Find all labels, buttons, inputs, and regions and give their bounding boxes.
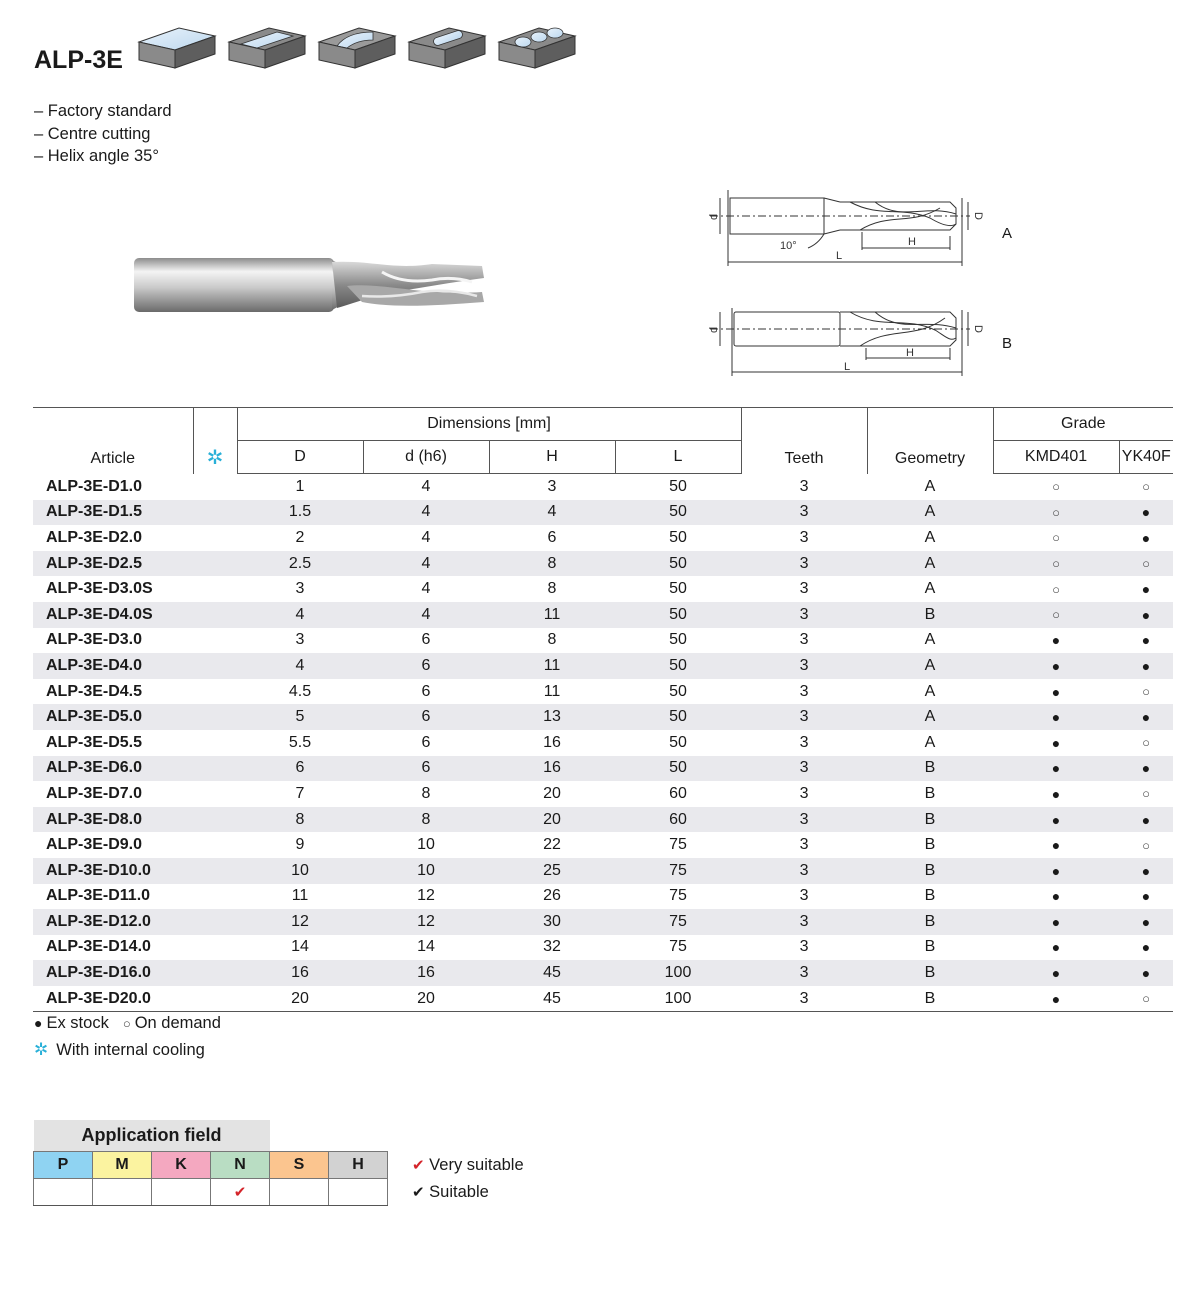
cooling-cell <box>193 986 237 1012</box>
article-cell: ALP-3E-D4.5 <box>46 682 143 700</box>
kmd401-cell: ● <box>993 807 1119 833</box>
L-cell: 50 <box>615 704 741 730</box>
cooling-cell <box>193 756 237 782</box>
teeth-cell: 3 <box>799 477 809 495</box>
geometry-cell: A <box>867 653 993 679</box>
yk40f-cell: ● <box>1141 581 1151 598</box>
h-header: H <box>489 441 615 474</box>
article-cell: ALP-3E-D9.0 <box>46 836 143 854</box>
dim-H-label: H <box>906 347 914 359</box>
cooling-cell <box>193 832 237 858</box>
d-cell: 14 <box>417 938 435 956</box>
geometry-cell: B <box>924 938 936 956</box>
cooling-cell <box>193 730 237 756</box>
yk40f-cell: ● <box>1119 858 1173 884</box>
dim-D-label: D <box>972 325 984 333</box>
article-cell: ALP-3E-D14.0 <box>46 938 151 956</box>
geometry-a-label: A <box>1002 225 1013 242</box>
article-cell: ALP-3E-D11.0 <box>46 887 151 905</box>
D-cell: 7 <box>295 784 305 802</box>
L-cell: 50 <box>669 631 687 649</box>
D-cell: 5.5 <box>288 733 312 751</box>
geometry-cell: A <box>867 500 993 526</box>
article-cell: ALP-3E-D12.0 <box>33 909 193 935</box>
very-suitable-label: Very suitable <box>429 1156 524 1174</box>
cooling-cell <box>193 807 237 833</box>
d-cell: 6 <box>421 631 431 649</box>
L-cell: 50 <box>615 602 741 628</box>
geometry-cell: B <box>867 858 993 884</box>
yk40f-cell: ● <box>1119 807 1173 833</box>
teeth-cell: 3 <box>799 528 809 546</box>
H-cell: 11 <box>543 682 561 700</box>
table-row <box>33 884 1173 910</box>
yk40f-cell: ○ <box>1142 479 1150 495</box>
table-row <box>33 781 1173 807</box>
d-cell: 4 <box>421 528 431 546</box>
L-cell: 50 <box>669 580 687 598</box>
yk40f-cell: ● <box>1119 909 1173 935</box>
feature-item: – Helix angle 35° <box>34 147 159 165</box>
teeth-cell: 3 <box>741 858 867 884</box>
geometry-cell: B <box>924 784 936 802</box>
teeth-cell: 3 <box>741 704 867 730</box>
table-row <box>33 576 1173 602</box>
shank-d-header: d (h6) <box>363 441 489 474</box>
face-milling-icon <box>139 28 215 68</box>
H-cell: 8 <box>489 551 615 577</box>
cooling-cell <box>193 679 237 705</box>
suitable-legend <box>412 1183 489 1202</box>
teeth-cell: 3 <box>799 631 809 649</box>
d-cell: 6 <box>363 756 489 782</box>
D-cell: 4 <box>237 653 363 679</box>
material-k: K <box>152 1152 211 1179</box>
application-field-table <box>33 1120 388 1206</box>
H-cell: 20 <box>489 807 615 833</box>
d-cell: 10 <box>417 836 435 854</box>
suitable-label: Suitable <box>429 1183 489 1201</box>
machining-operations-icons <box>137 12 577 72</box>
dim-H-label: H <box>908 236 916 248</box>
H-cell: 22 <box>543 836 561 854</box>
kmd401-cell: ○ <box>1052 530 1060 546</box>
teeth-cell: 3 <box>799 682 809 700</box>
d-cell: 4 <box>363 500 489 526</box>
teeth-cell: 3 <box>799 938 809 956</box>
L-cell: 50 <box>669 528 687 546</box>
kmd401-cell: ● <box>1051 785 1061 802</box>
cooling-label: With internal cooling <box>56 1041 205 1059</box>
article-cell: ALP-3E-D8.0 <box>33 807 193 833</box>
material-p: P <box>34 1152 93 1179</box>
H-cell: 11 <box>489 653 615 679</box>
D-cell: 11 <box>291 887 309 905</box>
dim-L-label: L <box>836 250 843 262</box>
D-cell: 3 <box>295 631 305 649</box>
teeth-cell: 3 <box>799 733 809 751</box>
kmd401-cell: ● <box>1051 939 1061 956</box>
D-cell: 4 <box>237 602 363 628</box>
article-cell: ALP-3E-D16.0 <box>33 960 193 986</box>
article-cell: ALP-3E-D2.0 <box>46 528 143 546</box>
yk40f-header: YK40F <box>1119 441 1173 474</box>
L-cell: 50 <box>669 682 687 700</box>
specification-table <box>33 407 1173 1012</box>
yk40f-cell: ○ <box>1142 735 1150 751</box>
d-cell: 4 <box>363 602 489 628</box>
geometry-b-drawing <box>700 300 984 380</box>
d-cell: 6 <box>363 704 489 730</box>
geometry-cell: A <box>924 528 936 546</box>
cooling-cell <box>193 935 237 961</box>
filled-dot-icon: ● <box>34 1015 43 1031</box>
teeth-cell: 3 <box>799 836 809 854</box>
teeth-cell: 3 <box>799 580 809 598</box>
L-cell: 50 <box>669 477 687 495</box>
d-cell: 16 <box>363 960 489 986</box>
d-cell: 6 <box>363 653 489 679</box>
angle-label: 10° <box>780 240 797 252</box>
article-cell: ALP-3E-D3.0S <box>46 580 153 598</box>
d-cell: 10 <box>363 858 489 884</box>
article-cell: ALP-3E-D5.0 <box>33 704 193 730</box>
article-cell: ALP-3E-D20.0 <box>33 986 193 1012</box>
geometry-cell: B <box>867 909 993 935</box>
d-cell: 8 <box>363 807 489 833</box>
table-row <box>33 704 1173 730</box>
D-cell: 3 <box>295 580 305 598</box>
material-h-suitability <box>329 1179 388 1206</box>
table-row <box>33 500 1173 526</box>
kmd401-cell: ● <box>1051 888 1061 905</box>
geometry-cell: B <box>924 836 936 854</box>
kmd401-cell: ● <box>993 986 1119 1012</box>
geometry-cell: A <box>924 477 936 495</box>
L-cell: 50 <box>615 551 741 577</box>
teeth-cell: 3 <box>799 887 809 905</box>
geometry-cell: B <box>867 986 993 1012</box>
cooling-legend <box>34 1040 209 1060</box>
yk40f-cell: ○ <box>1142 837 1150 853</box>
L-cell: 50 <box>669 733 687 751</box>
H-cell: 13 <box>489 704 615 730</box>
yk40f-cell: ● <box>1119 602 1173 628</box>
geometry-cell: A <box>867 704 993 730</box>
cooling-cell <box>193 525 237 551</box>
yk40f-cell: ● <box>1119 704 1173 730</box>
article-cell: ALP-3E-D7.0 <box>46 784 143 802</box>
L-cell: 100 <box>615 986 741 1012</box>
application-field-title: Application field <box>34 1120 270 1152</box>
d-cell: 20 <box>363 986 489 1012</box>
yk40f-cell: ○ <box>1119 551 1173 577</box>
D-cell: 12 <box>237 909 363 935</box>
yk40f-cell: ● <box>1141 888 1151 905</box>
black-check-icon: ✔ <box>412 1184 425 1201</box>
H-cell: 32 <box>543 938 561 956</box>
d-cell: 6 <box>421 733 431 751</box>
table-row <box>33 807 1173 833</box>
teeth-cell: 3 <box>741 960 867 986</box>
material-n-suitability: ✔ <box>211 1179 270 1206</box>
table-row <box>33 858 1173 884</box>
kmd401-cell: ○ <box>1052 479 1060 495</box>
article-cell: ALP-3E-D1.5 <box>33 500 193 526</box>
kmd401-cell: ○ <box>993 551 1119 577</box>
d-cell: 4 <box>421 580 431 598</box>
kmd401-cell: ● <box>993 653 1119 679</box>
L-cell: 60 <box>669 784 687 802</box>
material-s: S <box>270 1152 329 1179</box>
pocket-milling-icon <box>409 28 485 68</box>
D-cell: 16 <box>237 960 363 986</box>
open-circle-icon: ○ <box>122 1016 131 1031</box>
teeth-cell: 3 <box>741 602 867 628</box>
D-cell: 20 <box>237 986 363 1012</box>
cooling-cell <box>193 551 237 577</box>
table-row <box>33 960 1173 986</box>
on-demand-label: On demand <box>134 1014 221 1032</box>
L-cell: 50 <box>615 756 741 782</box>
article-cell: ALP-3E-D3.0 <box>46 631 143 649</box>
article-cell: ALP-3E-D4.0S <box>33 602 193 628</box>
D-cell: 9 <box>295 836 305 854</box>
yk40f-cell: ● <box>1119 960 1173 986</box>
H-cell: 16 <box>489 756 615 782</box>
L-cell: 75 <box>615 858 741 884</box>
dim-L-label: L <box>844 361 851 373</box>
cooling-cell <box>193 653 237 679</box>
stock-legend <box>34 1014 225 1033</box>
geometry-b-label: B <box>1002 335 1013 352</box>
kmd401-cell: ● <box>993 704 1119 730</box>
cooling-cell <box>193 602 237 628</box>
cooling-cell <box>193 781 237 807</box>
D-cell: 2 <box>295 528 305 546</box>
L-cell: 75 <box>669 836 687 854</box>
D-cell: 1.5 <box>237 500 363 526</box>
teeth-cell: 3 <box>741 500 867 526</box>
article-cell: ALP-3E-D4.0 <box>33 653 193 679</box>
material-h: H <box>329 1152 388 1179</box>
cooling-cell <box>193 960 237 986</box>
kmd401-cell: ● <box>1051 632 1061 649</box>
teeth-cell: 3 <box>741 986 867 1012</box>
L-cell: 75 <box>615 909 741 935</box>
H-cell: 25 <box>489 858 615 884</box>
geometry-cell: A <box>924 682 936 700</box>
teeth-cell: 3 <box>741 653 867 679</box>
dim-d-label: d <box>708 213 720 220</box>
table-row <box>33 474 1173 500</box>
table-row <box>33 756 1173 782</box>
teeth-cell: 3 <box>741 909 867 935</box>
kmd401-cell: ● <box>993 858 1119 884</box>
D-cell: 1 <box>295 477 305 495</box>
d-cell: 8 <box>421 784 431 802</box>
H-cell: 45 <box>489 986 615 1012</box>
table-row <box>33 832 1173 858</box>
geometry-cell: A <box>924 580 936 598</box>
geometry-a-drawing <box>700 188 984 268</box>
snowflake-icon: ✲ <box>34 1040 49 1059</box>
d-cell: 12 <box>363 909 489 935</box>
cooling-header <box>193 408 237 474</box>
table-row <box>33 679 1173 705</box>
d-cell: 4 <box>363 551 489 577</box>
D-cell: 6 <box>237 756 363 782</box>
D-cell: 4.5 <box>288 682 312 700</box>
kmd401-cell: ○ <box>1052 581 1060 597</box>
yk40f-cell: ● <box>1141 529 1151 546</box>
very-suitable-legend <box>412 1156 524 1175</box>
dim-d-label: d <box>708 326 720 333</box>
kmd401-cell: ○ <box>993 500 1119 526</box>
yk40f-cell: ● <box>1119 500 1173 526</box>
D-cell: 5 <box>237 704 363 730</box>
article-cell: ALP-3E-D10.0 <box>33 858 193 884</box>
dim-D-label: D <box>972 212 984 220</box>
cooling-cell <box>193 500 237 526</box>
shoulder-milling-icon <box>229 28 305 68</box>
article-header: Article <box>33 408 193 474</box>
end-mill-photo <box>132 252 487 316</box>
geometry-cell: A <box>924 631 936 649</box>
L-cell: 75 <box>669 938 687 956</box>
H-cell: 4 <box>489 500 615 526</box>
L-cell: 60 <box>615 807 741 833</box>
table-row <box>33 730 1173 756</box>
kmd401-cell: ● <box>993 909 1119 935</box>
yk40f-cell: ○ <box>1142 684 1150 700</box>
H-cell: 20 <box>543 784 561 802</box>
geometry-header: Geometry <box>867 408 993 474</box>
dimensions-header: Dimensions [mm] <box>237 408 741 441</box>
table-row <box>33 935 1173 961</box>
material-s-suitability <box>270 1179 329 1206</box>
geometry-cell: B <box>924 887 936 905</box>
cooling-cell <box>193 474 237 500</box>
geometry-cell: A <box>867 551 993 577</box>
teeth-cell: 3 <box>741 551 867 577</box>
L-cell: 50 <box>615 653 741 679</box>
teeth-header: Teeth <box>741 408 867 474</box>
H-cell: 26 <box>543 887 561 905</box>
material-n: N <box>211 1152 270 1179</box>
H-cell: 8 <box>547 631 557 649</box>
yk40f-cell: ● <box>1119 756 1173 782</box>
d-header: D <box>237 441 363 474</box>
kmd401-cell: ● <box>1051 734 1061 751</box>
product-title: ALP-3E <box>34 46 123 74</box>
geometry-cell: B <box>867 756 993 782</box>
ex-stock-label: Ex stock <box>46 1014 109 1032</box>
article-cell: ALP-3E-D5.5 <box>46 733 143 751</box>
H-cell: 6 <box>547 528 557 546</box>
l-header: L <box>615 441 741 474</box>
D-cell: 8 <box>237 807 363 833</box>
kmd401-cell: ● <box>993 960 1119 986</box>
geometry-cell: B <box>867 960 993 986</box>
d-cell: 6 <box>421 682 431 700</box>
feature-list <box>34 100 172 168</box>
kmd401-header: KMD401 <box>993 441 1119 474</box>
teeth-cell: 3 <box>799 784 809 802</box>
L-cell: 50 <box>615 500 741 526</box>
feature-item: – Centre cutting <box>34 124 151 143</box>
kmd401-cell: ● <box>1051 837 1061 854</box>
H-cell: 11 <box>489 602 615 628</box>
geometry-cell: B <box>867 807 993 833</box>
d-cell: 12 <box>417 887 435 905</box>
yk40f-cell: ● <box>1119 653 1173 679</box>
teeth-cell: 3 <box>741 756 867 782</box>
kmd401-cell: ● <box>993 756 1119 782</box>
H-cell: 30 <box>489 909 615 935</box>
grade-header: Grade <box>993 408 1173 441</box>
material-m: M <box>93 1152 152 1179</box>
material-k-suitability <box>152 1179 211 1206</box>
table-row <box>33 909 1173 935</box>
table-row <box>33 525 1173 551</box>
feature-item: – Factory standard <box>34 102 172 120</box>
article-cell: ALP-3E-D6.0 <box>33 756 193 782</box>
L-cell: 75 <box>669 887 687 905</box>
d-cell: 4 <box>421 477 431 495</box>
L-cell: 100 <box>615 960 741 986</box>
cooling-cell <box>193 704 237 730</box>
material-m-suitability <box>93 1179 152 1206</box>
cooling-cell <box>193 628 237 654</box>
kmd401-cell: ○ <box>993 602 1119 628</box>
D-cell: 14 <box>291 938 309 956</box>
plunge-milling-icon <box>499 28 575 68</box>
slot-milling-icon <box>319 28 395 68</box>
cooling-cell <box>193 858 237 884</box>
geometry-cell: B <box>867 602 993 628</box>
yk40f-cell: ○ <box>1142 786 1150 802</box>
cooling-cell <box>193 576 237 602</box>
geometry-cell: A <box>924 733 936 751</box>
cooling-cell <box>193 884 237 910</box>
yk40f-cell: ○ <box>1119 986 1173 1012</box>
teeth-cell: 3 <box>741 807 867 833</box>
H-cell: 3 <box>547 477 557 495</box>
article-cell: ALP-3E-D2.5 <box>33 551 193 577</box>
H-cell: 45 <box>489 960 615 986</box>
D-cell: 2.5 <box>237 551 363 577</box>
table-row <box>33 602 1173 628</box>
snowflake-icon: ✲ <box>206 446 224 469</box>
H-cell: 8 <box>547 580 557 598</box>
D-cell: 10 <box>237 858 363 884</box>
material-p-suitability <box>34 1179 93 1206</box>
table-row <box>33 986 1173 1012</box>
table-row <box>33 653 1173 679</box>
yk40f-cell: ● <box>1141 939 1151 956</box>
kmd401-cell: ● <box>1051 683 1061 700</box>
cooling-cell <box>193 909 237 935</box>
red-check-icon: ✔ <box>412 1157 425 1174</box>
table-row <box>33 551 1173 577</box>
H-cell: 16 <box>543 733 561 751</box>
table-row <box>33 628 1173 654</box>
yk40f-cell: ● <box>1141 632 1151 649</box>
specification-rows <box>33 474 1173 1012</box>
article-cell: ALP-3E-D1.0 <box>46 477 143 495</box>
